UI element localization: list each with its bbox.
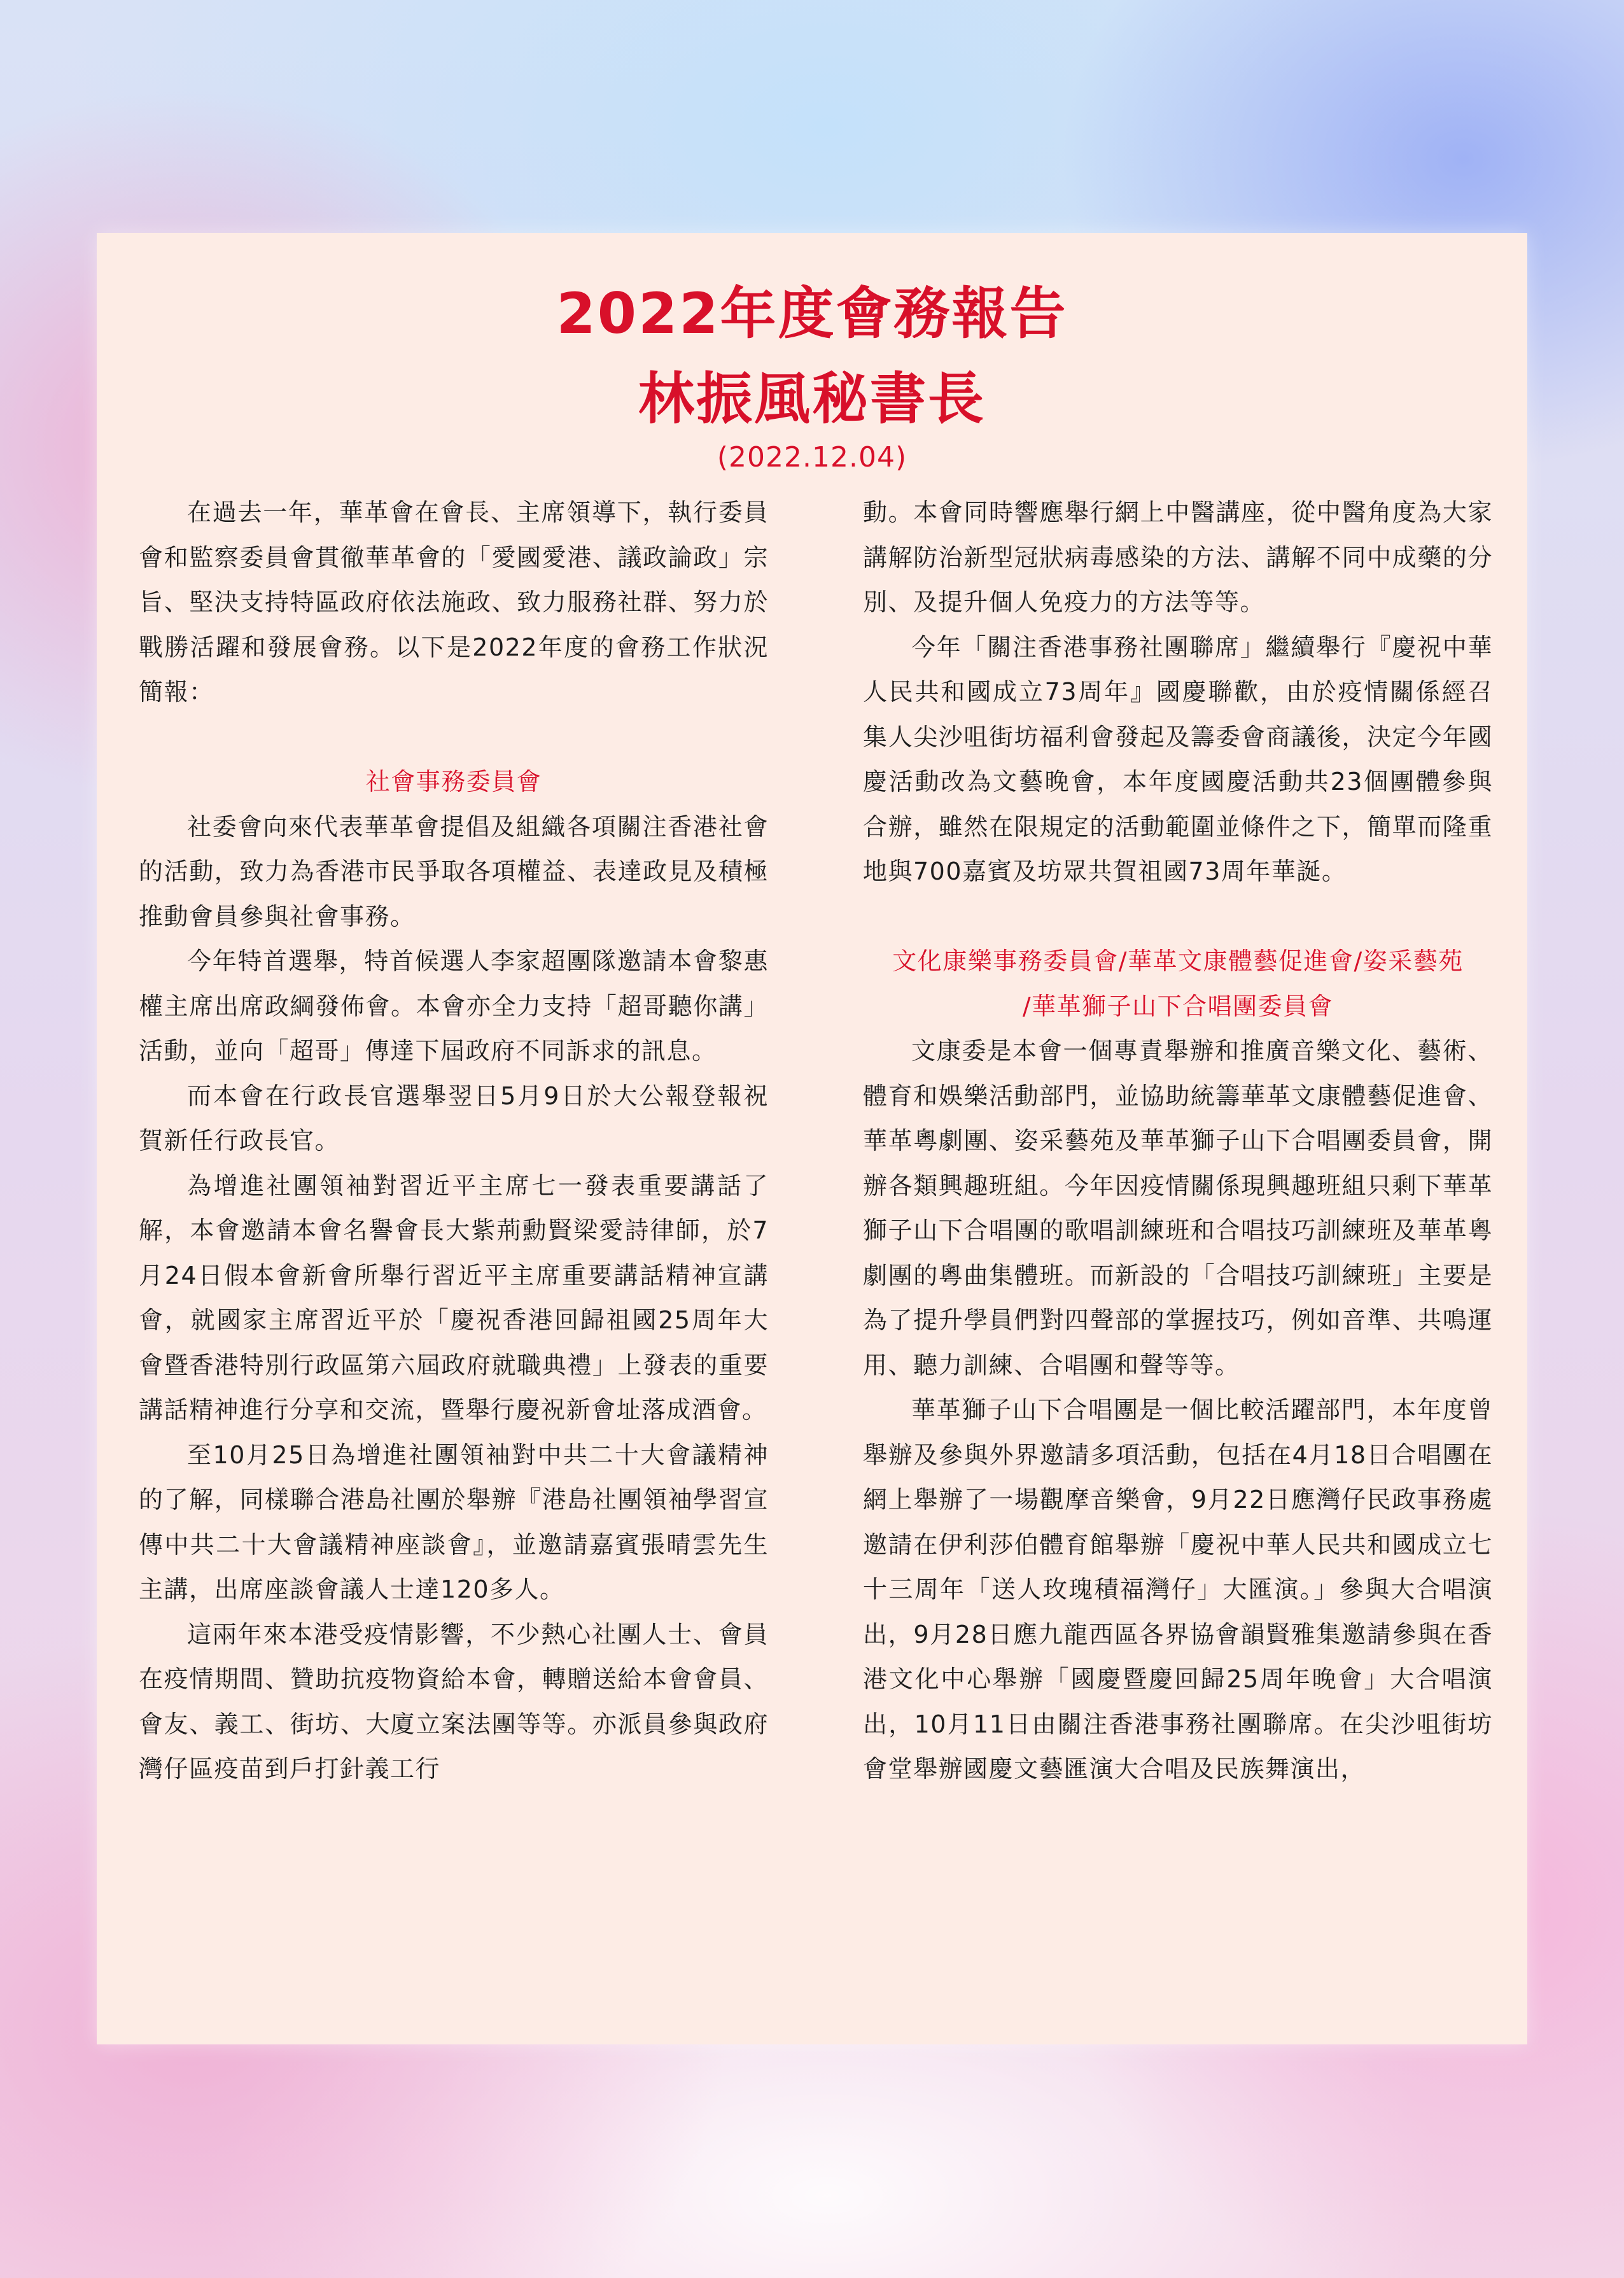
body-paragraph: 文康委是本會一個專責舉辦和推廣音樂文化、藝術、體育和娛樂活動部門，並協助統籌華革文康體藝促進會、華革粵劇團、姿采藝苑及華革獅子山下合唱團委員會，開辦各類興趣班組。今年因疫情關係現興趣班組只剩下華革獅子山下合唱團的歌唱訓練班和合唱技巧訓練班及華革粵劇團的粵曲集體班。而新設的「合唱技巧訓練班」主要是為了提升學員們對四聲部的掌握技巧，例如音準、共鳴運用、聽力訓練、合唱團和聲等等。 <box>863 1037 1493 1379</box>
body-paragraph: 而本會在行政長官選舉翌日5月9日於大公報登報祝賀新任行政長官。 <box>139 1081 769 1155</box>
continuation-paragraph: 動。本會同時響應舉行網上中醫講座，從中醫角度為大家講解防治新型冠狀病毒感染的方法、講解不同中成藥的分別、及提升個人免疫力的方法等等。 <box>863 498 1493 616</box>
body-paragraph: 為增進社團領袖對習近平主席七一發表重要講話了解，本會邀請本會名譽會長大紫荊勳賢梁愛詩律師，於7月24日假本會新會所舉行習近平主席重要講話精神宣講會，就國家主席習近平於「慶祝香港回歸祖國25周年大會暨香港特別行政區第六屆政府就職典禮」上發表的重要講話精神進行分享和交流，暨舉行慶祝新會址落成酒會。 <box>139 1171 769 1424</box>
body-paragraph: 華革獅子山下合唱團是一個比較活躍部門，本年度曾舉辦及參與外界邀請多項活動，包括在4月18日合唱團在網上舉辦了一場觀摩音樂會，9月22日應灣仔民政事務處邀請在伊利莎伯體育館舉辦「慶祝中華人民共和國成立七十三周年「送人玫瑰積福灣仔」大匯演。」參與大合唱演出，9月28日應九龍西區各界協會韻賢雅集邀請參與在香港文化中心舉辦「國慶暨慶回歸25周年晚會」大合唱演出，10月11日由關注香港事務社團聯席。在尖沙咀街坊會堂舉辦國慶文藝匯演大合唱及民族舞演出， <box>863 1396 1493 1783</box>
body-paragraph: 這兩年來本港受疫情影響，不少熱心社團人士、會員在疫情期間、贊助抗疫物資給本會，轉贈送給本會會員、會友、義工、街坊、大廈立案法團等等。亦派員參與政府灣仔區疫苗到戶打針義工行 <box>139 1620 769 1783</box>
left-column <box>139 490 769 1792</box>
section-heading-social-affairs: 社會事務委員會 <box>365 768 542 796</box>
right-column <box>863 490 1493 1792</box>
intro-paragraph: 在過去一年，華革會在會長、主席領導下，執行委員會和監察委員會貫徹華革會的「愛國愛港、議政論政」宗旨、堅決支持特區政府依法施政、致力服務社群、努力於戰勝活躍和發展會務。以下是2022年度的會務工作狀況簡報： <box>139 498 769 706</box>
body-paragraph: 今年「關注香港事務社團聯席」繼續舉行『慶祝中華人民共和國成立73周年』國慶聯歡，由於疫情關係經召集人尖沙咀街坊福利會發起及籌委會商議後，決定今年國慶活動改為文藝晚會，本年度國慶活動共23個團體參與合辦，雖然在限規定的活動範圍並條件之下，簡單而隆重地與700嘉賓及坊眾共賀祖國73周年華誕。 <box>863 633 1493 885</box>
report-date: (2022.12.04) <box>717 441 907 474</box>
spacer <box>863 894 1493 939</box>
body-paragraph: 至10月25日為增進社團領袖對中共二十大會議精神的了解，同樣聯合港島社團於舉辦『港島社團領袖學習宣傳中共二十大會議精神座談會』，並邀請嘉賓張晴雲先生主講，出席座談會議人士達120多人。 <box>139 1440 769 1603</box>
content-panel <box>97 233 1527 2044</box>
body-paragraph: 社委會向來代表華革會提倡及組織各項關注香港社會的活動，致力為香港市民爭取各項權益、表達政見及積極推動會員參與社會事務。 <box>139 812 769 931</box>
spacer <box>139 715 769 760</box>
author-title: 林振風秘書長 <box>638 366 986 432</box>
report-title: 2022年度會務報告 <box>556 281 1068 346</box>
section-heading-culture-line1: 文化康樂事務委員會/華革文康體藝促進會/姿采藝苑 <box>892 947 1464 975</box>
body-paragraph: 今年特首選舉，特首候選人李家超團隊邀請本會黎惠權主席出席政綱發佈會。本會亦全力支持「超哥聽你講」活動，並向「超哥」傳達下屆政府不同訴求的訊息。 <box>139 947 769 1065</box>
section-heading-culture-line2: /華革獅子山下合唱團委員會 <box>1022 992 1334 1020</box>
